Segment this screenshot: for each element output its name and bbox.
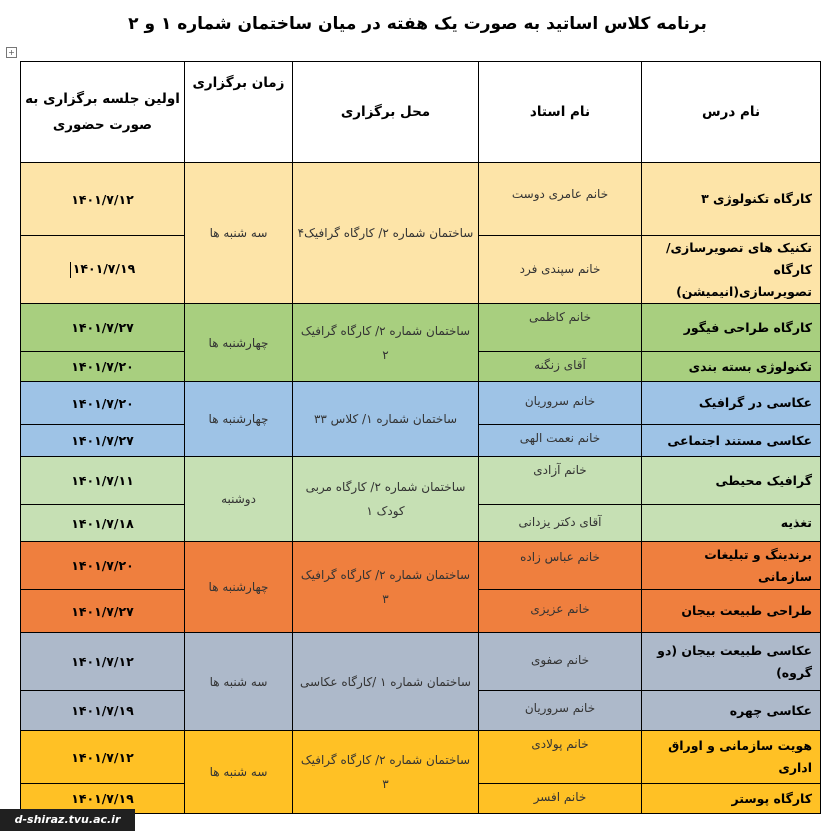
first-session-date: ۱۴۰۱/۷/۱۸ — [21, 505, 185, 542]
schedule-table — [20, 61, 821, 814]
first-session-date: ۱۴۰۱/۷/۱۲ — [21, 633, 185, 691]
time-cell: چهارشنبه ها — [185, 382, 293, 457]
professor-name: خانم عزیزی — [479, 590, 642, 633]
course-name: برندینگ و تبلیغات سازمانی — [642, 542, 821, 590]
professor-name: خانم عباس زاده — [479, 542, 642, 590]
course-name: طراحی طبیعت بیجان — [642, 590, 821, 633]
time-cell: چهارشنبه ها — [185, 542, 293, 633]
table-row — [21, 457, 821, 505]
first-session-date: ۱۴۰۱/۷/۲۷ — [21, 304, 185, 352]
professor-name: خانم عامری دوست — [479, 163, 642, 236]
first-session-date: ۱۴۰۱/۷/۲۷ — [21, 590, 185, 633]
place-cell: ساختمان شماره ۲/ کارگاه گرافیک۴ — [293, 163, 479, 304]
first-session-date: ۱۴۰۱/۷/۱۲ — [21, 731, 185, 784]
professor-name: آقای زنگنه — [479, 352, 642, 382]
course-name: تغذیه — [642, 505, 821, 542]
first-session-date: ۱۴۰۱/۷/۱۹ — [21, 236, 185, 304]
professor-name: خانم کاظمی — [479, 304, 642, 352]
time-cell: سه شنبه ها — [185, 633, 293, 731]
place-cell: ساختمان شماره ۲/ کارگاه گرافیک ۳ — [293, 542, 479, 633]
header-course: نام درس — [642, 62, 821, 163]
table-move-handle-icon[interactable]: + — [6, 47, 17, 58]
course-name: گرافیک محیطی — [642, 457, 821, 505]
table-row — [21, 633, 821, 691]
first-session-date: ۱۴۰۱/۷/۲۰ — [21, 542, 185, 590]
professor-name: خانم صفوی — [479, 633, 642, 691]
time-cell: دوشنبه — [185, 457, 293, 542]
table-row — [21, 542, 821, 590]
table-row — [21, 382, 821, 425]
first-session-date: ۱۴۰۱/۷/۱۲ — [21, 163, 185, 236]
first-session-date: ۱۴۰۱/۷/۲۰ — [21, 382, 185, 425]
professor-name: آقای دکتر یزدانی — [479, 505, 642, 542]
table-row — [21, 304, 821, 352]
professor-name: خانم سروریان — [479, 382, 642, 425]
first-session-date: ۱۴۰۱/۷/۲۰ — [21, 352, 185, 382]
professor-name: خانم سپندی فرد — [479, 236, 642, 304]
place-cell: ساختمان شماره ۱/ کلاس ۳۳ — [293, 382, 479, 457]
page-title: برنامه کلاس اساتید به صورت یک هفته در میان ساختمان شماره ۱ و ۲ — [128, 14, 707, 34]
professor-name: خانم آزادی — [479, 457, 642, 505]
course-name: عکاسی مستند اجتماعی — [642, 425, 821, 457]
table-row — [21, 731, 821, 784]
header-professor: نام استاد — [479, 62, 642, 163]
professor-name: خانم افسر — [479, 784, 642, 814]
header-place: محل برگزاری — [293, 62, 479, 163]
text-cursor — [70, 262, 71, 278]
place-cell: ساختمان شماره ۲/ کارگاه مربی کودک ۱ — [293, 457, 479, 542]
place-cell: ساختمان شماره ۱ /کارگاه عکاسی — [293, 633, 479, 731]
header-time: زمان برگزاری — [185, 62, 293, 163]
site-watermark: d-shiraz.tvu.ac.ir — [0, 809, 135, 831]
course-name: کارگاه پوستر — [642, 784, 821, 814]
first-session-date: ۱۴۰۱/۷/۱۹ — [21, 691, 185, 731]
course-name: تکنولوژی بسته بندی — [642, 352, 821, 382]
course-name: کارگاه تکنولوژی ۳ — [642, 163, 821, 236]
header-first-session: اولین جلسه برگزاری به صورت حضوری — [21, 62, 185, 163]
time-cell: سه شنبه ها — [185, 731, 293, 814]
first-session-date: ۱۴۰۱/۷/۱۹ — [21, 784, 185, 814]
course-name: هویت سازمانی و اوراق اداری — [642, 731, 821, 784]
course-name: عکاسی در گرافیک — [642, 382, 821, 425]
time-cell: سه شنبه ها — [185, 163, 293, 304]
professor-name: خانم پولادی — [479, 731, 642, 784]
professor-name: خانم نعمت الهی — [479, 425, 642, 457]
first-session-date: ۱۴۰۱/۷/۲۷ — [21, 425, 185, 457]
course-name: عکاسی طبیعت بیجان (دو گروه) — [642, 633, 821, 691]
course-name: تکنیک های تصویرسازی/کارگاه تصویرسازی(انیمیشن) — [642, 236, 821, 304]
course-name: عکاسی چهره — [642, 691, 821, 731]
place-cell: ساختمان شماره ۲/ کارگاه گرافیک ۲ — [293, 304, 479, 382]
header-row — [21, 62, 821, 163]
place-cell: ساختمان شماره ۲/ کارگاه گرافیک ۳ — [293, 731, 479, 814]
time-cell: چهارشنبه ها — [185, 304, 293, 382]
course-name: کارگاه طراحی فیگور — [642, 304, 821, 352]
table-row — [21, 163, 821, 236]
professor-name: خانم سروریان — [479, 691, 642, 731]
first-session-date: ۱۴۰۱/۷/۱۱ — [21, 457, 185, 505]
